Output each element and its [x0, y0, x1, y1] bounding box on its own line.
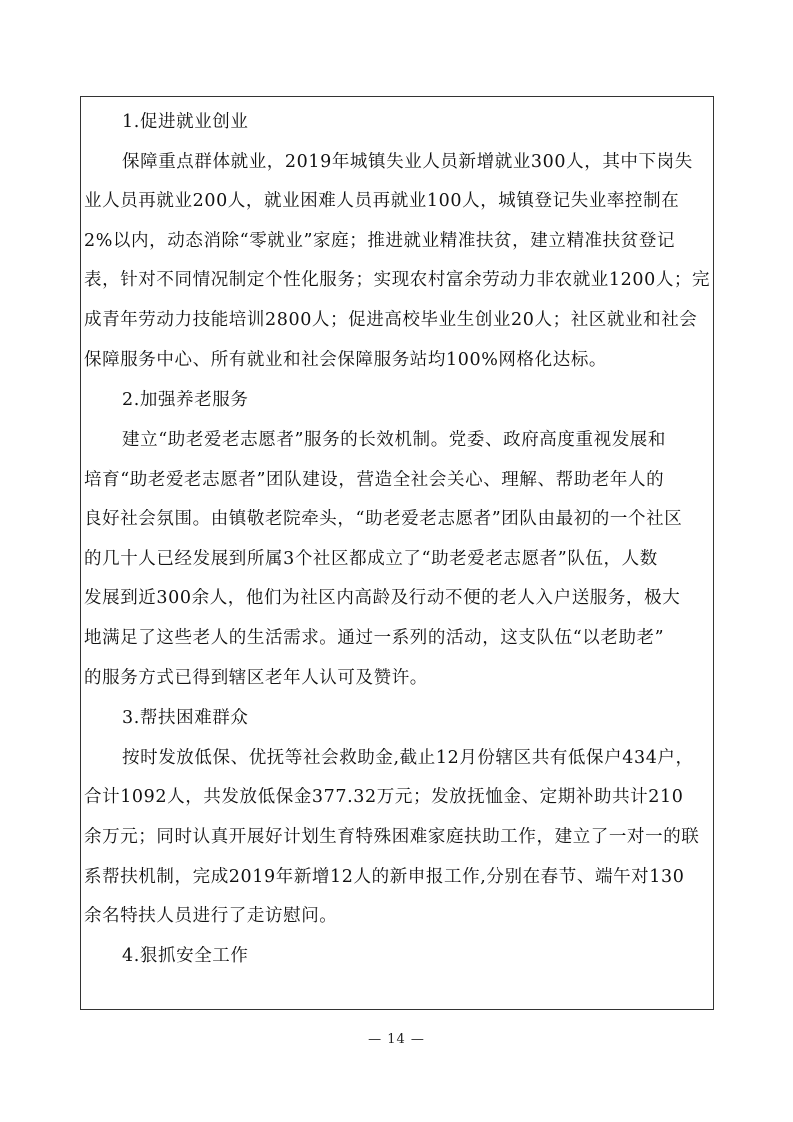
page-number: — 14 — [368, 1032, 425, 1047]
section-heading-elderly-care: 2.加强养老服务 [122, 390, 249, 410]
paragraph-line: 保障服务中心、所有就业和社会保障服务站均100%网格化达标。 [84, 350, 608, 370]
paragraph-line: 合计1092人，共发放低保金377.32万元；发放抚恤金、定期补助共计210 [84, 787, 684, 807]
paragraph-line: 的服务方式已得到辖区老年人认可及赞许。 [84, 668, 428, 688]
paragraph-line: 建立“助老爱老志愿者”服务的长效机制。党委、政府高度重视发展和 [122, 430, 666, 450]
paragraph-line: 2%以内，动态消除“零就业”家庭；推进就业精准扶贫，建立精准扶贫登记 [84, 231, 676, 251]
paragraph-line: 良好社会氛围。由镇敬老院牵头，“助老爱老志愿者”团队由最初的一个社区 [84, 509, 683, 529]
paragraph-line: 表，针对不同情况制定个性化服务；实现农村富余劳动力非农就业1200人；完 [84, 270, 711, 290]
paragraph-line: 成青年劳动力技能培训2800人；促进高校毕业生创业20人；社区就业和社会 [84, 310, 698, 330]
paragraph-line: 按时发放低保、优抚等社会救助金,截止12月份辖区共有低保户434户， [122, 748, 694, 768]
paragraph-line: 的几十人已经发展到所属3个社区都成立了“助老爱老志愿者”队伍，人数 [84, 549, 658, 569]
paragraph-line: 余万元；同时认真开展好计划生育特殊困难家庭扶助工作，建立了一对一的联 [84, 827, 700, 847]
paragraph-line: 业人员再就业200人，就业困难人员再就业100人，城镇登记失业率控制在 [84, 191, 680, 211]
section-heading-employment: 1.促进就业创业 [122, 112, 249, 132]
paragraph-line: 地满足了这些老人的生活需求。通过一系列的活动，这支队伍“以老助老” [84, 628, 665, 648]
paragraph-line: 保障重点群体就业，2019年城镇失业人员新增就业300人，其中下岗失 [122, 152, 693, 172]
paragraph-line: 系帮扶机制，完成2019年新增12人的新申报工作,分别在春节、端午对130 [84, 867, 685, 887]
paragraph-line: 发展到近300余人，他们为社区内高龄及行动不便的老人入户送服务，极大 [84, 588, 681, 608]
section-heading-poverty-aid: 3.帮扶困难群众 [122, 708, 249, 728]
paragraph-line: 余名特扶人员进行了走访慰问。 [84, 906, 338, 926]
section-heading-safety: 4.狠抓安全工作 [122, 946, 249, 966]
paragraph-line: 培育“助老爱老志愿者”团队建设，营造全社会关心、理解、帮助老年人的 [84, 470, 665, 490]
